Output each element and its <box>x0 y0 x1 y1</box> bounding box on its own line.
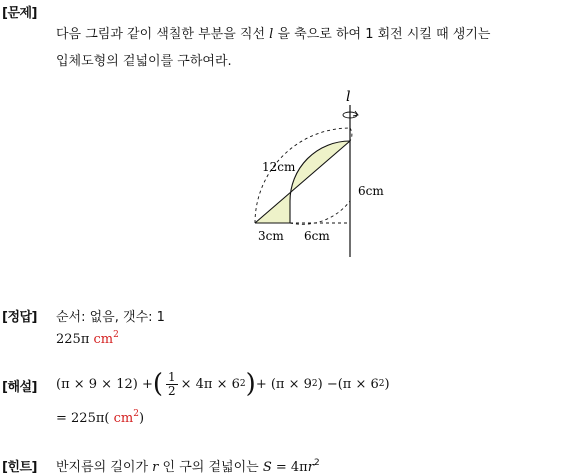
hint-var-r: r <box>152 460 159 475</box>
hint-formula-eq: = 4π <box>271 460 308 475</box>
hint-formula-exp: 2 <box>313 458 320 468</box>
solution-part1: (π × 9 × 12) + <box>56 376 153 392</box>
label-base-right: 6cm <box>304 229 330 243</box>
hint-label: [힌트] <box>2 460 37 475</box>
solution-part3: + (π × 9 <box>255 376 312 392</box>
hint-formula-r: r <box>307 460 314 475</box>
problem-label: [문제] <box>2 6 37 21</box>
hint-text <box>56 456 320 475</box>
rotation-figure <box>240 85 384 265</box>
problem-text-part: 을 축으로 하여 1 회전 시킬 때 생기는 <box>273 27 491 42</box>
slant-edge <box>255 141 350 223</box>
answer-unit-exp: 2 <box>113 330 119 340</box>
solution-result-unit-text: cm <box>109 411 134 426</box>
solution-part4b: ) <box>384 376 390 392</box>
problem-text-part: 다음 그림과 같이 색칠한 부분을 직선 <box>56 27 270 42</box>
problem-text-line1 <box>56 23 491 42</box>
fraction-half <box>166 371 178 398</box>
solution-result-exp: 2 <box>133 409 139 419</box>
paren-close: ) <box>245 369 256 399</box>
problem-text-line2: 입체도형의 겉넓이를 구하여라. <box>56 54 232 69</box>
solution-result-line <box>56 411 144 426</box>
answer-label: [정답] <box>2 310 37 325</box>
hint-text-part: 인 구의 겉넓이는 <box>158 460 263 475</box>
label-slant: 12cm <box>262 160 296 174</box>
answer-unit <box>94 332 119 347</box>
label-base-left: 3cm <box>258 229 284 243</box>
dashed-inner-arc <box>290 201 350 224</box>
solution-expression: (π × 9 × 12) + ( $\frac{1}{2}$ × 4π × 6 2 ) + (π × 9 2 ) −(π × 6 2 ) <box>56 369 390 399</box>
hint-text-part: 반지름의 길이가 <box>56 460 153 475</box>
rotation-arrow-head <box>353 111 358 116</box>
solution-label: [해설] <box>2 380 37 395</box>
axis-label: l <box>346 89 351 105</box>
fraction-denominator: 2 <box>168 383 176 398</box>
label-height: 6cm <box>358 184 384 198</box>
fraction-numerator: 1 <box>168 369 176 384</box>
answer-unit-text: cm <box>93 332 114 347</box>
solution-result-unit <box>109 411 138 426</box>
answer-value-line <box>56 332 119 347</box>
solution-result-close: ) <box>138 411 145 426</box>
solution-result: = 225π( <box>56 411 110 426</box>
axis-variable: l <box>269 27 274 42</box>
paren-open: ( <box>152 369 163 399</box>
solution-part2: × 4π × 6 <box>180 376 240 392</box>
answer-value: 225π <box>56 332 90 347</box>
answer-order-line: 순서: 없음, 갯수: 1 <box>56 310 165 325</box>
hint-formula-s: S <box>262 460 272 475</box>
solution-part3b: ) −(π × 6 <box>317 376 379 392</box>
